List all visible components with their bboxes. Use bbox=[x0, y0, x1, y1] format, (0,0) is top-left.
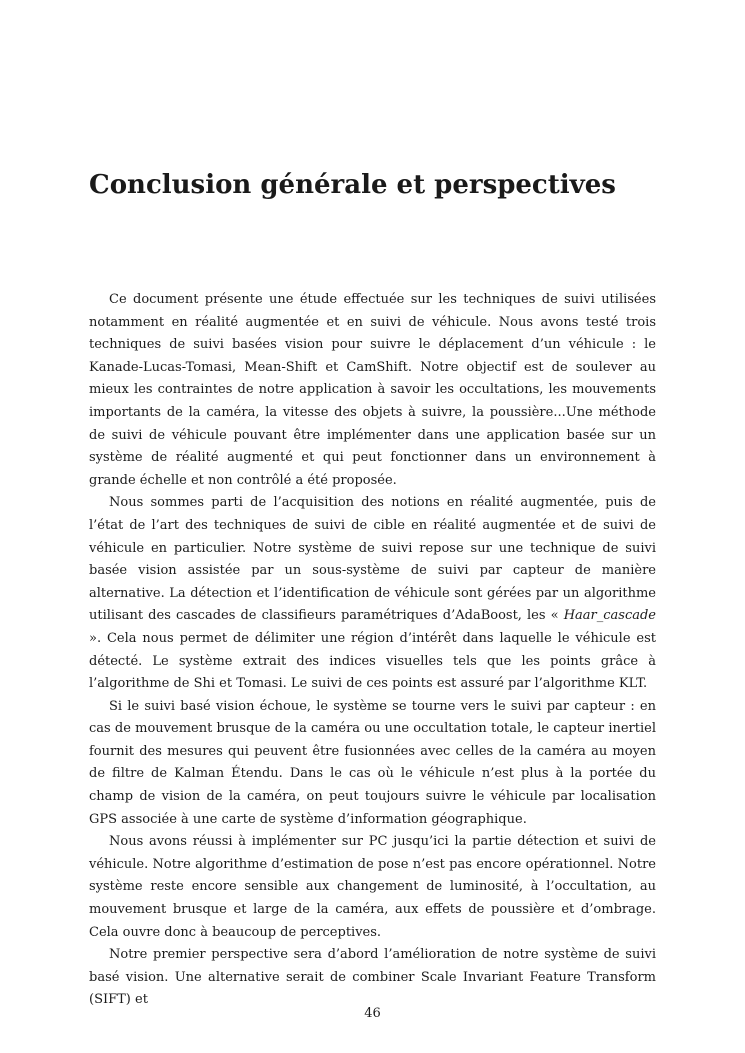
body-text bbox=[89, 289, 656, 1012]
page-number: 46 bbox=[364, 1006, 381, 1021]
paragraph-sensor-tracking: Si le suivi basé vision échoue, le système se tourne vers le suivi par capteur : en cas de mouvement brusque de la caméra ou une occultation totale, le capteur inertiel fournit des mesures qui peuvent être fusionnées avec celles de la caméra au moyen de filtre de Kalman Étendu. Dans le cas où le véhicule n’est plus à la portée du champ de vision de la caméra, on peut toujours suivre le véhicule par localisation GPS associée à une carte de système d’information géographique. bbox=[89, 698, 656, 827]
paragraph-results: Nous avons réussi à implémenter sur PC jusqu’ici la partie détection et suivi de véhicule. Notre algorithme d’estimation de pose n’est pas encore opérationnel. Notre système reste encore sensible aux changement de luminosité, à l’occultation, au mouvement brusque et large de la caméra, aux effets de poussière et d’ombrage. Cela ouvre donc à beaucoup de perceptives. bbox=[89, 834, 656, 940]
paragraph-approach-text-after: ». Cela nous permet de délimiter une région d’intérêt dans laquelle le véhicule est détecté. Le système extrait des indices visuelles tels que les points grâce à l’algorithme de Shi et Tomasi. Le suivi de ces points est assuré par l’algorithme KLT. bbox=[89, 630, 656, 692]
haar-cascade-term: Haar_cascade bbox=[563, 608, 656, 624]
paragraph-approach bbox=[89, 492, 656, 695]
paragraph-approach-text-before: Nous sommes parti de l’acquisition des notions en réalité augmentée, puis de l’état de l’art des techniques de suivi de cible en réalité augmentée et de suivi de véhicule en particulier. Notre système de suivi repose sur une technique de suivi basée vision assistée par un sous-système de suivi par capteur de manière alternative. La détection et l’identification de véhicule sont gérées par un algorithme utilisant des cascades de classifieurs paramétriques d’AdaBoost, les « bbox=[89, 495, 656, 624]
chapter-title: Conclusion générale et perspectives bbox=[89, 170, 616, 200]
paragraph-perspectives: Notre premier perspective sera d’abord l’amélioration de notre système de suivi basé vision. Une alternative serait de combiner Scale Invariant Feature Transform (SIFT) et bbox=[89, 947, 656, 1008]
paragraph-intro: Ce document présente une étude effectuée sur les techniques de suivi utilisées notamment en réalité augmentée et en suivi de véhicule. Nous avons testé trois techniques de suivi basées vision pour suivre le déplacement d’un véhicule : le Kanade-Lucas-Tomasi, Mean-Shift et CamShift. Notre objectif est de soulever au mieux les contraintes de notre application à savoir les occultations, les mouvements importants de la caméra, la vitesse des objets à suivre, la poussière...Une méthode de suivi de véhicule pouvant être implémenter dans une application basée sur un système de réalité augmenté et qui peut fonctionner dans un environnement à grande échelle et non contrôlé a été proposée. bbox=[89, 292, 656, 488]
